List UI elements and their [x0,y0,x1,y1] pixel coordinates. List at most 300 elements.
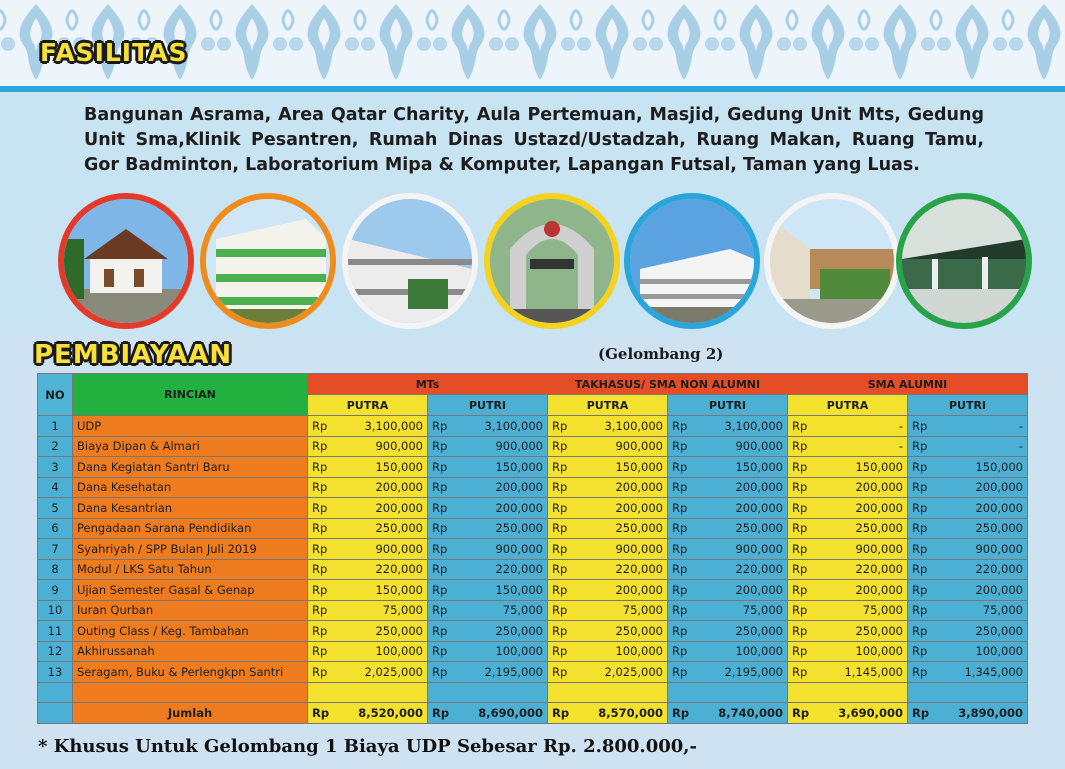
currency-label: Rp [552,603,568,618]
row-number: 1 [38,416,73,437]
currency-label: Rp [312,644,328,659]
amount-value: 250,000 [735,521,783,536]
currency-label: Rp [312,705,330,720]
empty-cell [38,682,73,703]
amount-cell [308,477,428,498]
header-putra: PUTRA [788,395,908,416]
amount-cell [668,436,788,457]
header-putri: PUTRI [668,395,788,416]
currency-label: Rp [552,480,568,495]
currency-label: Rp [792,541,808,556]
fee-table-body [38,416,1028,724]
amount-cell [428,580,548,601]
currency-label: Rp [792,705,810,720]
currency-label: Rp [792,439,808,454]
empty-cell [788,682,908,703]
photo-gedung-mts [624,193,760,329]
currency-label: Rp [672,541,688,556]
row-number: 8 [38,559,73,580]
amount-cell [428,662,548,683]
amount-value: 3,690,000 [838,705,903,720]
currency-label: Rp [912,418,928,433]
amount-value: 2,195,000 [724,664,783,679]
amount-cell [308,641,428,662]
amount-cell [428,641,548,662]
row-item: Outing Class / Keg. Tambahan [73,621,308,642]
header-rincian: RINCIAN [73,374,308,416]
currency-label: Rp [672,664,688,679]
amount-cell [908,436,1028,457]
table-row [38,436,1028,457]
empty-cell [73,682,308,703]
currency-label: Rp [432,439,448,454]
currency-label: Rp [432,603,448,618]
amount-cell [668,641,788,662]
amount-value: 250,000 [975,623,1023,638]
currency-label: Rp [792,459,808,474]
amount-cell [668,539,788,560]
amount-cell [908,621,1028,642]
currency-label: Rp [792,521,808,536]
amount-cell [548,498,668,519]
amount-value: 3,890,000 [958,705,1023,720]
amount-cell [428,416,548,437]
table-row [38,662,1028,683]
amount-value: 200,000 [975,480,1023,495]
amount-cell [308,457,428,478]
amount-value: 100,000 [495,644,543,659]
amount-cell [548,416,668,437]
amount-value: 900,000 [375,439,423,454]
row-number: 9 [38,580,73,601]
amount-value: 75,000 [862,603,903,618]
amount-cell [308,703,428,724]
currency-label: Rp [432,623,448,638]
currency-label: Rp [432,500,448,515]
amount-value: 250,000 [375,521,423,536]
row-item: Modul / LKS Satu Tahun [73,559,308,580]
amount-value: 75,000 [742,603,783,618]
amount-cell [908,498,1028,519]
row-number: 10 [38,600,73,621]
amount-value: 200,000 [615,480,663,495]
amount-value: 200,000 [375,500,423,515]
currency-label: Rp [432,541,448,556]
header-takhasus: TAKHASUS/ SMA NON ALUMNI [548,374,788,395]
amount-value: 200,000 [615,500,663,515]
fasilitas-title: FASILITAS [40,38,188,67]
row-number: 6 [38,518,73,539]
currency-label: Rp [432,664,448,679]
amount-cell [548,436,668,457]
table-row [38,498,1028,519]
currency-label: Rp [672,623,688,638]
amount-value: 200,000 [975,582,1023,597]
amount-cell [788,539,908,560]
currency-label: Rp [792,418,808,433]
amount-cell [308,621,428,642]
amount-cell [548,559,668,580]
amount-cell [428,498,548,519]
row-item: Dana Kegiatan Santri Baru [73,457,308,478]
currency-label: Rp [312,562,328,577]
row-item: Pengadaan Sarana Pendidikan [73,518,308,539]
amount-cell [308,539,428,560]
amount-value: 220,000 [735,562,783,577]
amount-cell [428,559,548,580]
facility-description: Bangunan Asrama, Area Qatar Charity, Aula Pertemuan, Masjid, Gedung Unit Mts, Gedung Unit Sma,Klinik Pesantren, Rumah Dinas Ustazd/Ustadzah, Ruang Makan, Ruang Tamu, Gor Badminton, Laboratorium Mipa & Komputer, Lapangan Futsal, Taman yang Luas. [84,105,984,175]
amount-value: 8,740,000 [718,705,783,720]
amount-value: 250,000 [855,521,903,536]
currency-label: Rp [312,439,328,454]
currency-label: Rp [312,418,328,433]
amount-cell [788,641,908,662]
amount-cell [428,477,548,498]
currency-label: Rp [432,521,448,536]
currency-label: Rp [432,480,448,495]
amount-cell [668,600,788,621]
row-number: 5 [38,498,73,519]
row-number: 12 [38,641,73,662]
currency-label: Rp [312,664,328,679]
amount-cell [668,580,788,601]
amount-value: 200,000 [735,480,783,495]
amount-cell [428,457,548,478]
total-label: Jumlah [73,703,308,724]
amount-value: 250,000 [495,521,543,536]
amount-value: 100,000 [855,644,903,659]
row-item: UDP [73,416,308,437]
amount-value: - [1018,418,1023,433]
amount-value: 220,000 [855,562,903,577]
photo-gedung-sma [342,193,478,329]
amount-value: 900,000 [855,541,903,556]
amount-value: 150,000 [735,459,783,474]
amount-cell [668,416,788,437]
empty-cell [548,682,668,703]
amount-value: 200,000 [855,582,903,597]
currency-label: Rp [552,582,568,597]
total-row [38,703,1028,724]
amount-cell [428,703,548,724]
amount-cell [788,621,908,642]
currency-label: Rp [792,582,808,597]
currency-label: Rp [672,500,688,515]
table-row [38,457,1028,478]
table-row [38,518,1028,539]
amount-value: 2,025,000 [364,664,423,679]
row-number: 3 [38,457,73,478]
footnote: * Khusus Untuk Gelombang 1 Biaya UDP Sebesar Rp. 2.800.000,- [38,736,698,757]
currency-label: Rp [912,623,928,638]
amount-value: 1,145,000 [844,664,903,679]
row-number: 11 [38,621,73,642]
table-row [38,600,1028,621]
currency-label: Rp [432,705,450,720]
photo-asrama [58,193,194,329]
empty-cell [908,682,1028,703]
amount-cell [548,621,668,642]
header-putra: PUTRA [548,395,668,416]
row-item: Syahriyah / SPP Bulan Juli 2019 [73,539,308,560]
row-number: 4 [38,477,73,498]
currency-label: Rp [792,562,808,577]
amount-value: 3,100,000 [484,418,543,433]
amount-cell [788,600,908,621]
amount-cell [668,703,788,724]
amount-value: 900,000 [495,439,543,454]
amount-value: 900,000 [735,541,783,556]
amount-cell [548,703,668,724]
amount-cell [908,600,1028,621]
amount-value: 200,000 [495,480,543,495]
currency-label: Rp [792,500,808,515]
amount-cell [908,559,1028,580]
amount-cell [788,436,908,457]
header-no: NO [38,374,73,416]
currency-label: Rp [912,562,928,577]
amount-value: 100,000 [975,644,1023,659]
currency-label: Rp [312,521,328,536]
amount-cell [788,580,908,601]
amount-value: - [898,439,903,454]
amount-cell [548,539,668,560]
amount-cell [668,457,788,478]
amount-value: 100,000 [735,644,783,659]
amount-value: 2,195,000 [484,664,543,679]
currency-label: Rp [312,623,328,638]
currency-label: Rp [912,500,928,515]
currency-label: Rp [672,418,688,433]
amount-cell [788,518,908,539]
amount-cell [908,477,1028,498]
currency-label: Rp [792,603,808,618]
currency-label: Rp [432,459,448,474]
amount-value: 220,000 [495,562,543,577]
table-row [38,539,1028,560]
fee-table [37,373,1028,724]
amount-cell [548,580,668,601]
amount-cell [548,600,668,621]
amount-value: 200,000 [855,500,903,515]
currency-label: Rp [672,644,688,659]
amount-cell [908,580,1028,601]
currency-label: Rp [552,500,568,515]
row-item: Dana Kesehatan [73,477,308,498]
currency-label: Rp [432,582,448,597]
currency-label: Rp [912,582,928,597]
row-number: 7 [38,539,73,560]
currency-label: Rp [552,541,568,556]
amount-value: 150,000 [495,582,543,597]
currency-label: Rp [312,500,328,515]
amount-value: 250,000 [375,623,423,638]
amount-cell [308,436,428,457]
photo-gor [896,193,1032,329]
amount-value: 220,000 [375,562,423,577]
currency-label: Rp [672,562,688,577]
currency-label: Rp [672,582,688,597]
currency-label: Rp [552,439,568,454]
currency-label: Rp [672,521,688,536]
row-item: Ujian Semester Gasal & Genap [73,580,308,601]
table-row [38,641,1028,662]
amount-value: 200,000 [735,500,783,515]
table-row [38,477,1028,498]
amount-cell [428,621,548,642]
amount-value: 200,000 [855,480,903,495]
currency-label: Rp [312,480,328,495]
currency-label: Rp [672,480,688,495]
amount-cell [428,518,548,539]
amount-cell [308,416,428,437]
amount-value: 3,100,000 [364,418,423,433]
amount-cell [788,498,908,519]
amount-cell [308,580,428,601]
currency-label: Rp [552,562,568,577]
amount-value: 200,000 [615,582,663,597]
amount-value: 3,100,000 [604,418,663,433]
amount-cell [788,477,908,498]
amount-cell [308,518,428,539]
row-item: Biaya Dipan & Almari [73,436,308,457]
amount-cell [788,703,908,724]
amount-cell [908,641,1028,662]
amount-value: 100,000 [375,644,423,659]
amount-value: 150,000 [375,459,423,474]
amount-value: 250,000 [735,623,783,638]
currency-label: Rp [312,582,328,597]
amount-value: 150,000 [615,459,663,474]
amount-cell [428,539,548,560]
amount-value: 8,690,000 [478,705,543,720]
currency-label: Rp [912,603,928,618]
photo-gerbang [484,193,620,329]
amount-cell [908,518,1028,539]
row-item: Dana Kesantrian [73,498,308,519]
photo-koridor [764,193,900,329]
pembiayaan-title: PEMBIAYAAN [34,340,233,370]
empty-cell [38,703,73,724]
amount-cell [548,662,668,683]
amount-value: 220,000 [975,562,1023,577]
amount-cell [668,662,788,683]
amount-cell [908,416,1028,437]
amount-cell [788,662,908,683]
amount-value: 150,000 [975,459,1023,474]
amount-value: 150,000 [855,459,903,474]
amount-value: 250,000 [615,623,663,638]
spacer-row [38,682,1028,703]
currency-label: Rp [912,664,928,679]
amount-value: 2,025,000 [604,664,663,679]
amount-cell [308,559,428,580]
amount-value: 900,000 [615,439,663,454]
amount-value: 900,000 [735,439,783,454]
amount-value: 900,000 [975,541,1023,556]
row-item: Iuran Qurban [73,600,308,621]
currency-label: Rp [672,705,690,720]
amount-cell [788,559,908,580]
amount-value: 8,520,000 [358,705,423,720]
amount-value: 75,000 [982,603,1023,618]
currency-label: Rp [912,459,928,474]
currency-label: Rp [552,644,568,659]
amount-cell [428,436,548,457]
row-item: Seragam, Buku & Perlengkpn Santri [73,662,308,683]
currency-label: Rp [552,418,568,433]
empty-cell [668,682,788,703]
amount-cell [908,539,1028,560]
empty-cell [308,682,428,703]
amount-cell [308,662,428,683]
amount-value: 100,000 [615,644,663,659]
amount-cell [668,559,788,580]
amount-value: 200,000 [495,500,543,515]
amount-cell [908,662,1028,683]
amount-value: 75,000 [502,603,543,618]
amount-cell [668,621,788,642]
table-row [38,621,1028,642]
currency-label: Rp [432,644,448,659]
amount-value: 75,000 [382,603,423,618]
currency-label: Rp [912,541,928,556]
amount-value: 150,000 [495,459,543,474]
amount-value: 250,000 [975,521,1023,536]
amount-value: 3,100,000 [724,418,783,433]
amount-value: 150,000 [375,582,423,597]
header-putra: PUTRA [308,395,428,416]
amount-cell [308,600,428,621]
amount-cell [668,518,788,539]
amount-value: - [898,418,903,433]
header-putri: PUTRI [428,395,548,416]
amount-value: 75,000 [622,603,663,618]
amount-cell [788,457,908,478]
amount-cell [548,477,668,498]
amount-cell [548,641,668,662]
row-item: Akhirussanah [73,641,308,662]
currency-label: Rp [792,623,808,638]
amount-cell [308,498,428,519]
amount-value: 8,570,000 [598,705,663,720]
amount-value: 250,000 [615,521,663,536]
gelombang-label: (Gelombang 2) [598,345,724,363]
currency-label: Rp [552,664,568,679]
amount-cell [548,518,668,539]
amount-cell [788,416,908,437]
currency-label: Rp [552,623,568,638]
table-row [38,559,1028,580]
currency-label: Rp [912,439,928,454]
currency-label: Rp [672,603,688,618]
amount-value: 250,000 [855,623,903,638]
table-row [38,416,1028,437]
amount-value: 900,000 [375,541,423,556]
currency-label: Rp [912,521,928,536]
amount-cell [428,600,548,621]
currency-label: Rp [792,664,808,679]
currency-label: Rp [432,418,448,433]
currency-label: Rp [792,480,808,495]
row-number: 2 [38,436,73,457]
currency-label: Rp [912,705,930,720]
header-sma-alumni: SMA ALUMNI [788,374,1028,395]
currency-label: Rp [312,541,328,556]
currency-label: Rp [432,562,448,577]
amount-value: 1,345,000 [964,664,1023,679]
currency-label: Rp [912,480,928,495]
